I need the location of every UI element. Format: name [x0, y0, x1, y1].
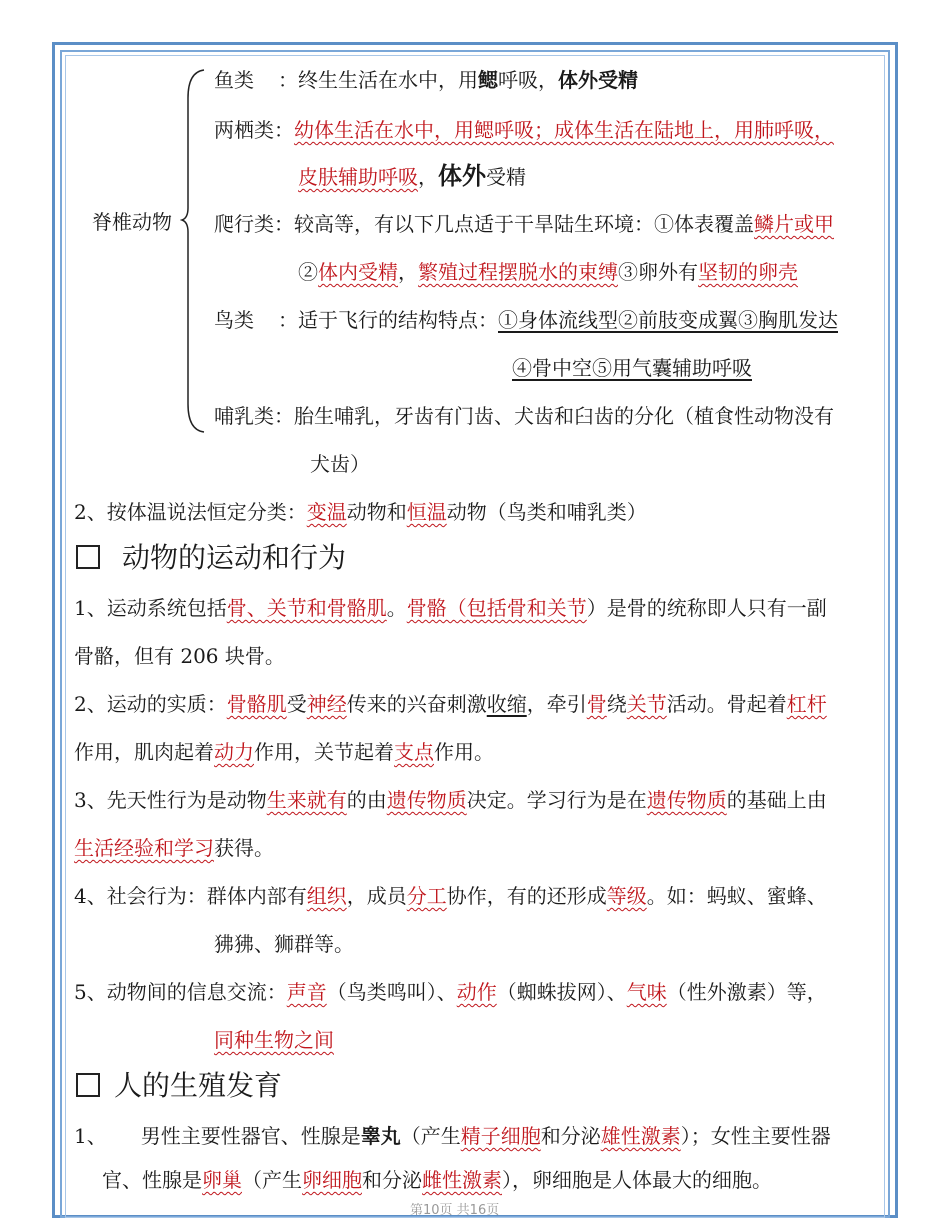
vertebrates-label: 脊椎动物	[92, 210, 172, 234]
movement-item-4-line2: 狒狒、狮群等。	[214, 932, 354, 956]
birds-row: 鸟类 ：适于飞行的结构特点：①身体流线型②前肢变成翼③胸肌发达	[214, 308, 838, 332]
movement-item-5-line2: 同种生物之间	[214, 1028, 334, 1052]
movement-item-1-line2: 骨骼，但有 206 块骨。	[74, 644, 285, 668]
movement-item-3: 3、先天性行为是动物生来就有的由遗传物质决定。学习行为是在遗传物质的基础上由	[74, 788, 827, 812]
reptiles-name: 爬行类：	[214, 212, 294, 236]
reproduction-item-1-line2: 官、性腺是卵巢（产生卵细胞和分泌雌性激素），卵细胞是人体最大的细胞。	[102, 1168, 772, 1192]
birds-name: 鸟类	[214, 308, 254, 332]
amphibians-name: 两栖类：	[214, 118, 294, 142]
movement-item-2: 2、运动的实质：骨骼肌受神经传来的兴奋刺激收缩，牵引骨绕关节活动。骨起着杠杆	[74, 692, 827, 716]
curly-brace	[180, 68, 208, 434]
mammals-row-2: 犬齿）	[310, 452, 370, 476]
mammals-row: 哺乳类：胎生哺乳，牙齿有门齿、犬齿和臼齿的分化（植食性动物没有	[214, 404, 834, 428]
amphibians-row-2: 皮肤辅助呼吸，体外受精	[298, 161, 526, 190]
temp-classification: 2、按体温说法恒定分类：变温动物和恒温动物（鸟类和哺乳类）	[74, 500, 647, 524]
checkbox-icon	[76, 545, 100, 569]
reproduction-item-1: 1、 男性主要性器官、性腺是睾丸（产生精子细胞和分泌雄性激素）；女性主要性器	[74, 1124, 831, 1148]
mammals-name: 哺乳类：	[214, 404, 294, 428]
fish-name: 鱼类	[214, 68, 254, 92]
amphibians-row: 两栖类：幼体生活在水中，用鳃呼吸；成体生活在陆地上，用肺呼吸，	[214, 118, 834, 142]
birds-row-2: ④骨中空⑤用气囊辅助呼吸	[512, 356, 752, 380]
page-footer: 第10页 共16页	[410, 1203, 500, 1218]
checkbox-icon	[76, 1073, 100, 1097]
movement-item-4: 4、社会行为：群体内部有组织，成员分工协作，有的还形成等级。如：蚂蚁、蜜蜂、	[74, 884, 827, 908]
movement-item-3-line2: 生活经验和学习获得。	[74, 836, 274, 860]
section-heading-movement: 动物的运动和行为	[76, 540, 346, 576]
reptiles-row: 爬行类：较高等，有以下几点适于干旱陆生环境：①体表覆盖鳞片或甲	[214, 212, 834, 236]
reptiles-row-2: ②体内受精，繁殖过程摆脱水的束缚③卵外有坚韧的卵壳	[298, 260, 798, 284]
movement-item-1: 1、运动系统包括骨、关节和骨骼肌。骨骼（包括骨和关节）是骨的统称即人只有一副	[74, 596, 827, 620]
section-heading-reproduction: 人的生殖发育	[76, 1068, 282, 1104]
movement-item-5: 5、动物间的信息交流：声音（鸟类鸣叫）、动作（蜘蛛拔网）、气味（性外激素）等，	[74, 980, 827, 1004]
movement-item-2-line2: 作用，肌肉起着动力作用，关节起着支点作用。	[74, 740, 494, 764]
fish-row: 鱼类 ：终生生活在水中，用鳃呼吸，体外受精	[214, 68, 638, 92]
